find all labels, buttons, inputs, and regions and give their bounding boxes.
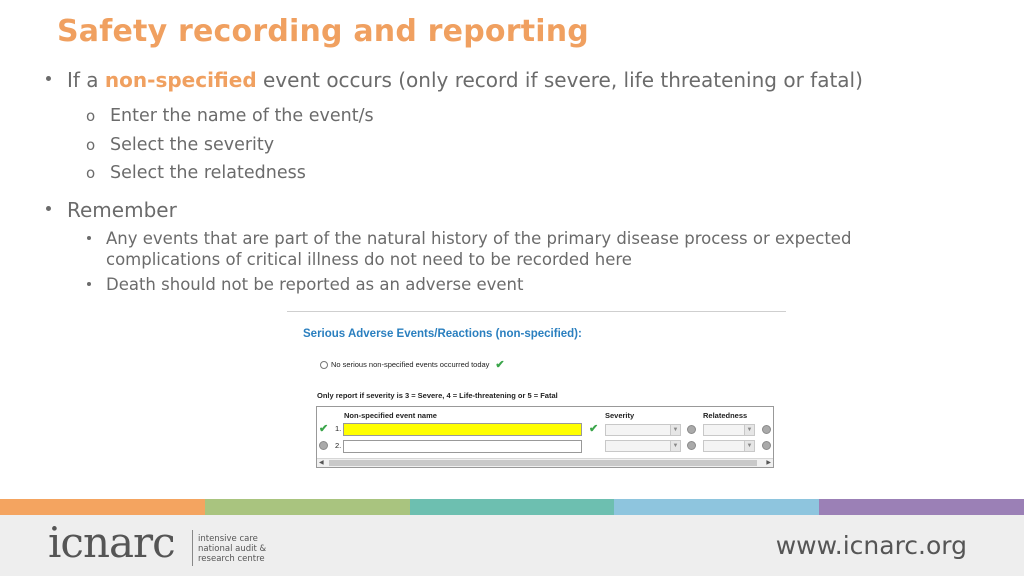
logo-text: icnarc: [48, 518, 175, 567]
chevron-down-icon: ▼: [670, 441, 680, 451]
remember-item-death: [87, 274, 887, 295]
slide-title: Safety recording and reporting: [57, 14, 589, 49]
form-screenshot: [287, 311, 786, 471]
no-events-option: [320, 358, 505, 371]
band-segment-purple: [819, 499, 1024, 515]
logo-sub-line: intensive care: [198, 534, 258, 544]
bullet-non-specified: [46, 68, 863, 92]
bullet-prefix: If a: [67, 68, 105, 92]
circle-bullet-icon: o: [86, 107, 96, 125]
footer: [0, 515, 1024, 576]
relatedness-status-icon: [762, 441, 771, 450]
band-segment-orange: [0, 499, 205, 515]
bullet-suffix: event occurs (only record if severe, life threatening or fatal): [256, 68, 863, 92]
remember-label: Remember: [67, 198, 177, 222]
severity-status-icon: [687, 425, 696, 434]
subitem-select-severity: [86, 135, 274, 155]
scroll-left-icon[interactable]: ◀: [319, 460, 324, 466]
band-segment-green: [205, 499, 410, 515]
circle-bullet-icon: o: [86, 136, 96, 154]
band-segment-teal: [410, 499, 615, 515]
small-bullet-dot: [87, 236, 91, 240]
severity-select-1[interactable]: [605, 424, 681, 436]
event-name-input-1[interactable]: [343, 423, 582, 436]
remember-item-text: Any events that are part of the natural history of the primary disease process or expected complications of critical illness do not need to be recorded here: [106, 229, 852, 269]
event-valid-check-icon: ✔: [589, 423, 599, 435]
bullet-dot: [46, 206, 51, 211]
bullet-dot: [46, 76, 51, 81]
subitem-text: Select the severity: [110, 135, 275, 155]
check-icon: ✔: [495, 359, 505, 371]
relatedness-select-2[interactable]: [703, 440, 755, 452]
relatedness-status-icon: [762, 425, 771, 434]
remember-item-natural-history: [87, 228, 887, 270]
col-severity: Severity: [605, 411, 635, 420]
row-valid-check-icon: ✔: [319, 423, 329, 435]
no-events-radio[interactable]: [320, 361, 328, 369]
color-band: [0, 499, 1024, 515]
logo-subtitle: [198, 534, 266, 564]
subitem-text: Enter the name of the event/s: [110, 106, 374, 126]
circle-bullet-icon: o: [86, 164, 96, 182]
scrollbar-thumb[interactable]: [329, 460, 757, 466]
subitem-select-relatedness: [86, 163, 306, 183]
band-segment-blue: [614, 499, 819, 515]
highlight-non-specified: non-specified: [104, 68, 257, 92]
row-number: 1.: [335, 424, 342, 433]
severity-select-2[interactable]: [605, 440, 681, 452]
form-title: Serious Adverse Events/Reactions (non-specified):: [303, 328, 582, 340]
events-table: [316, 406, 774, 468]
subitem-enter-name: [86, 106, 374, 126]
row-status-icon: [319, 441, 328, 450]
scroll-right-icon[interactable]: ▶: [766, 460, 771, 466]
small-bullet-dot: [87, 282, 91, 286]
subitem-text: Select the relatedness: [110, 163, 306, 183]
row-number: 2.: [335, 441, 342, 450]
website-url[interactable]: www.icnarc.org: [775, 531, 967, 560]
no-events-label: No serious non-specified events occurred today: [331, 360, 490, 369]
logo-divider: [192, 530, 193, 566]
severity-status-icon: [687, 441, 696, 450]
chevron-down-icon: ▼: [670, 425, 680, 435]
relatedness-select-1[interactable]: [703, 424, 755, 436]
logo-sub-line: national audit &: [198, 544, 267, 554]
remember-item-text: Death should not be reported as an adverse event: [106, 275, 524, 294]
bullet-remember: [46, 198, 177, 222]
logo-sub-line: research centre: [198, 554, 265, 564]
col-event-name: Non-specified event name: [344, 411, 437, 420]
chevron-down-icon: ▼: [744, 425, 754, 435]
event-name-input-2[interactable]: [343, 440, 582, 453]
severity-note: Only report if severity is 3 = Severe, 4 = Life-threatening or 5 = Fatal: [317, 391, 558, 400]
horizontal-scrollbar[interactable]: [317, 458, 773, 467]
col-relatedness: Relatedness: [703, 411, 748, 420]
chevron-down-icon: ▼: [744, 441, 754, 451]
icnarc-logo: [48, 518, 175, 567]
